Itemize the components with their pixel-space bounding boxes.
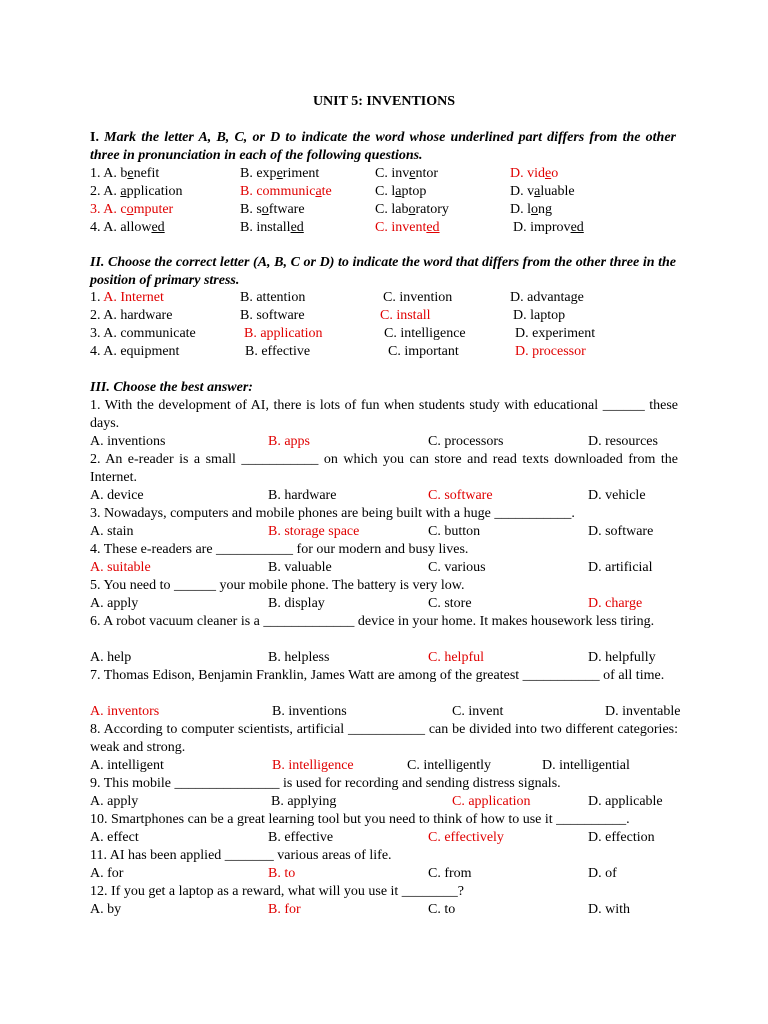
answer-option	[388, 343, 459, 361]
answer-option	[245, 343, 310, 361]
option-text: D. vid	[510, 166, 545, 181]
answer-option	[510, 289, 584, 307]
pronunciation-question-row	[90, 219, 678, 237]
option-text: B. effective	[245, 344, 311, 359]
answer-option: A. by	[90, 902, 122, 917]
stress-question-row	[90, 343, 678, 361]
answer-options-row	[90, 703, 681, 721]
option-text: C. intelligence	[384, 326, 466, 341]
answer-option	[90, 183, 183, 201]
answer-options-row	[90, 829, 678, 847]
option-text: B. s	[240, 202, 262, 217]
answer-option	[240, 165, 319, 183]
underlined-part: e	[276, 166, 283, 181]
pronunciation-question-row	[90, 201, 678, 219]
answer-option: C. various	[428, 560, 486, 575]
option-text: ntor	[415, 166, 439, 181]
question-text: 4. These e-readers are ___________ for our modern and busy lives.	[90, 542, 469, 557]
option-text: B. exp	[240, 166, 277, 181]
option-text: D. processor	[515, 344, 586, 359]
option-text: B. install	[240, 220, 291, 235]
answer-option: C. button	[428, 524, 481, 539]
answer-option	[90, 165, 159, 183]
answer-option: B. effective	[268, 830, 334, 845]
underlined-part: a	[120, 184, 127, 199]
answer-option: A. apply	[90, 794, 139, 809]
answer-option: D. of	[588, 866, 617, 881]
answer-option-correct: B. storage space	[268, 524, 360, 539]
answer-option-correct: B. for	[268, 902, 301, 917]
option-text: A. hardware	[103, 308, 173, 323]
option-text: ptop	[401, 184, 427, 199]
answer-option: D. software	[588, 524, 654, 539]
option-text: A. Internet	[103, 290, 164, 305]
option-text: 1. A. b	[90, 166, 128, 181]
underlined-part: e	[409, 166, 416, 181]
answer-option	[375, 165, 438, 183]
answer-option	[240, 307, 305, 325]
answer-option: C. store	[428, 596, 472, 611]
answer-option	[513, 219, 584, 237]
option-text: B. attention	[240, 290, 306, 305]
option-text: D. v	[510, 184, 535, 199]
underlined-part: a	[315, 184, 322, 199]
underlined-part: a	[395, 184, 402, 199]
answer-option: C. to	[428, 902, 456, 917]
answer-option: B. hardware	[268, 488, 337, 503]
stress-question-row	[90, 325, 678, 343]
answer-option: D. inventable	[605, 704, 681, 719]
answer-options-row	[90, 649, 678, 667]
answer-options-row	[90, 793, 678, 811]
pronunciation-question-row	[90, 183, 678, 201]
answer-option-correct	[240, 183, 332, 201]
option-text: C. invention	[383, 290, 453, 305]
answer-option: A. stain	[90, 524, 134, 539]
answer-option	[510, 183, 575, 201]
question-number: 4.	[90, 344, 104, 359]
answer-option	[240, 219, 304, 237]
option-text: B. software	[240, 308, 305, 323]
answer-option-correct	[90, 201, 173, 219]
option-text: A. communicate	[103, 326, 196, 341]
question-text: 9. This mobile _______________ is used for recording and sending distress signals.	[90, 776, 561, 791]
option-text: A. equipment	[103, 344, 180, 359]
option-text: D. experiment	[515, 326, 596, 341]
answer-option: D. artificial	[588, 560, 653, 575]
answer-option	[510, 201, 552, 219]
option-text: C. l	[375, 184, 396, 199]
option-text: D. advantage	[510, 290, 584, 305]
answer-option	[90, 343, 179, 361]
option-text: D. improv	[513, 220, 571, 235]
question-text: 7. Thomas Edison, Benjamin Franklin, James Watt are among of the greatest ___________ of all time.	[90, 668, 665, 683]
answer-option-correct: A. suitable	[90, 560, 151, 575]
option-text: D. laptop	[513, 308, 566, 323]
answer-option-correct	[380, 307, 431, 325]
answer-options-row	[90, 595, 678, 613]
answer-option-correct: A. inventors	[90, 704, 160, 719]
section-1-number: I.	[90, 130, 99, 145]
underlined-part: a	[534, 184, 541, 199]
option-text: 3. A. c	[90, 202, 127, 217]
question-text: 1. With the development of AI, there is lots of fun when students study with educational ______ these days.	[90, 398, 678, 431]
option-text: D. l	[510, 202, 531, 217]
question-number: 3.	[90, 326, 104, 341]
answer-option: C. intelligently	[407, 758, 491, 773]
stress-question-row	[90, 307, 678, 325]
option-text: 4. A. allow	[90, 220, 152, 235]
stress-question-row	[90, 289, 678, 307]
answer-option: B. helpless	[268, 650, 330, 665]
section-1-instruction-text: Mark the letter A, B, C, or D to indicate the word whose underlined part differs from the other three in pronunciation in each of the following questions.	[90, 130, 676, 163]
answer-option	[90, 307, 172, 325]
answer-option: B. valuable	[268, 560, 332, 575]
answer-option-correct: C. application	[452, 794, 531, 809]
option-text: C. invent	[375, 220, 427, 235]
question-text: 6. A robot vacuum cleaner is a _____________ device in your home. It makes housework less tiring.	[90, 614, 655, 629]
section-3-instruction: III. Choose the best answer:	[90, 380, 253, 395]
answer-option: C. invent	[452, 704, 504, 719]
answer-option-correct	[90, 289, 164, 307]
answer-options-row	[90, 901, 678, 919]
answer-option-correct: B. to	[268, 866, 296, 881]
answer-options-row	[90, 559, 678, 577]
option-text: C. inv	[375, 166, 410, 181]
answer-option	[515, 325, 595, 343]
question-text: 2. An e-reader is a small ___________ on which you can store and read texts downloaded from the Internet.	[90, 452, 678, 485]
answer-option: A. for	[90, 866, 124, 881]
answer-option-correct: C. software	[428, 488, 493, 503]
option-text: pplication	[126, 184, 183, 199]
underlined-part: e	[127, 166, 134, 181]
answer-options-row	[90, 523, 678, 541]
question-number: 2.	[90, 308, 104, 323]
answer-option	[383, 289, 452, 307]
option-text: B. communic	[240, 184, 316, 199]
underlined-part: o	[531, 202, 538, 217]
answer-option: A. intelligent	[90, 758, 164, 773]
answer-option: A. inventions	[90, 434, 166, 449]
answer-option	[375, 201, 449, 219]
question-text: 12. If you get a laptop as a reward, what will you use it ________?	[90, 884, 465, 899]
answer-option-correct	[510, 165, 558, 183]
answer-option: D. resources	[588, 434, 658, 449]
answer-options-row	[90, 865, 678, 883]
question-number: 1.	[90, 290, 104, 305]
underlined-part: o	[261, 202, 269, 217]
underlined-part: ed	[151, 220, 165, 235]
section-2-instruction: II. Choose the correct letter (A, B, C or D) to indicate the word that differs from the other three in the position of primary stress.	[90, 255, 676, 288]
underlined-part: e	[545, 166, 552, 181]
answer-option: D. applicable	[588, 794, 663, 809]
answer-option-correct: B. apps	[268, 434, 310, 449]
option-text: riment	[282, 166, 320, 181]
option-text: B. application	[244, 326, 323, 341]
answer-option: D. effection	[588, 830, 655, 845]
question-text: 11. AI has been applied _______ various areas of life.	[90, 848, 392, 863]
answer-option	[90, 325, 196, 343]
option-text: C. install	[380, 308, 431, 323]
answer-option-correct	[244, 325, 323, 343]
option-text: ftware	[268, 202, 305, 217]
answer-option-correct	[515, 343, 586, 361]
answer-option-correct: C. effectively	[428, 830, 504, 845]
answer-option: B. display	[268, 596, 325, 611]
option-text: mputer	[133, 202, 174, 217]
underlined-part: ed	[570, 220, 584, 235]
question-text: 8. According to computer scientists, artificial ___________ can be divided into two different categories: weak and strong.	[90, 722, 678, 755]
answer-options-row	[90, 757, 678, 775]
option-text: ng	[538, 202, 552, 217]
answer-option: A. device	[90, 488, 144, 503]
option-text: o	[551, 166, 559, 181]
underlined-part: ed	[290, 220, 304, 235]
answer-option-correct: C. helpful	[428, 650, 484, 665]
answer-option: D. helpfully	[588, 650, 656, 665]
answer-option: C. from	[428, 866, 472, 881]
answer-option: B. inventions	[272, 704, 347, 719]
answer-option: A. effect	[90, 830, 139, 845]
answer-option: D. with	[588, 902, 630, 917]
pronunciation-question-row	[90, 165, 678, 183]
page-title: UNIT 5: INVENTIONS	[312, 94, 456, 109]
option-text: C. lab	[375, 202, 409, 217]
answer-option	[513, 307, 565, 325]
question-text: 3. Nowadays, computers and mobile phones are being built with a huge ___________.	[90, 506, 575, 521]
answer-option	[240, 201, 305, 219]
option-text: te	[321, 184, 332, 199]
option-text: C. important	[388, 344, 459, 359]
answer-option: B. applying	[271, 794, 337, 809]
answer-option	[375, 183, 426, 201]
option-text: nefit	[133, 166, 160, 181]
answer-option	[384, 325, 466, 343]
answer-option-correct: B. intelligence	[272, 758, 354, 773]
answer-option-correct: D. charge	[588, 596, 643, 611]
underlined-part: ed	[426, 220, 440, 235]
underlined-part: o	[408, 202, 416, 217]
question-text: 10. Smartphones can be a great learning tool but you need to think of how to use it __________.	[90, 812, 630, 827]
answer-option: A. help	[90, 650, 132, 665]
underlined-part: o	[126, 202, 134, 217]
section-1-instruction	[90, 129, 676, 165]
answer-option	[240, 289, 305, 307]
answer-option	[90, 219, 165, 237]
answer-option: A. apply	[90, 596, 139, 611]
answer-option-correct	[375, 219, 440, 237]
answer-option: D. intelligential	[542, 758, 630, 773]
option-text: luable	[540, 184, 575, 199]
answer-option: D. vehicle	[588, 488, 646, 503]
question-text: 5. You need to ______ your mobile phone. The battery is very low.	[90, 578, 465, 593]
answer-option: C. processors	[428, 434, 504, 449]
answer-options-row	[90, 487, 678, 505]
option-text: ratory	[415, 202, 449, 217]
answer-options-row	[90, 433, 678, 451]
option-text: 2. A.	[90, 184, 121, 199]
